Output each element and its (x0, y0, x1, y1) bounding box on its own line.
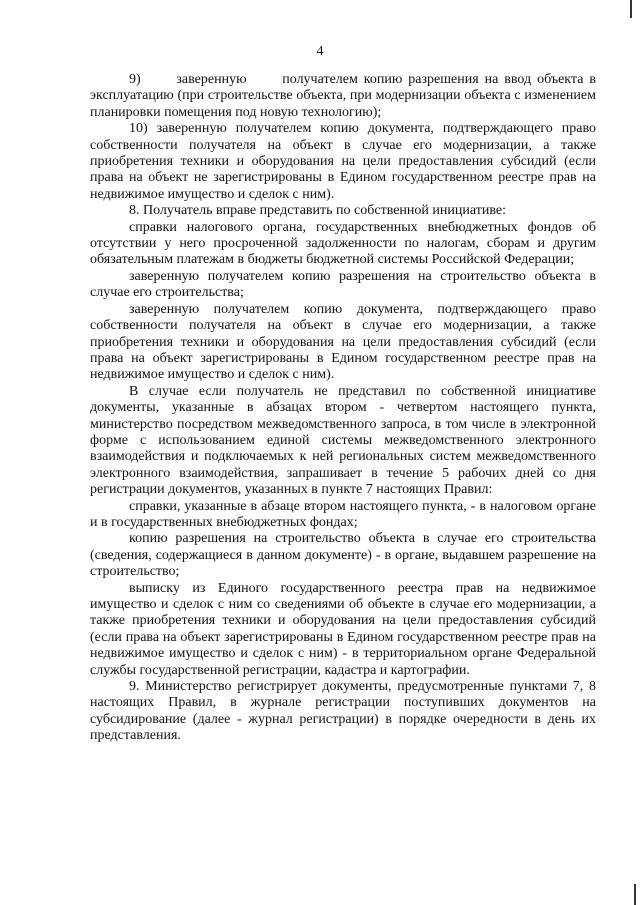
paragraph-tax-certificates: справки налогового органа, государственных внебюджетных фондов об отсутствии у него просроченной задолженности по налогам, сборам и другим обязательным платежам в бюджеты бюджетной системы Российской Федерации; (90, 219, 596, 268)
document-body (90, 72, 600, 745)
paragraph-construction-permit: заверенную получателем копию разрешения на строительство объекта в случае его строительства; (90, 268, 596, 301)
scan-edge-mark-bottom (634, 884, 636, 905)
page-number: 4 (316, 44, 324, 59)
scan-edge-mark-top (630, 0, 632, 18)
paragraph-10: 10) заверенную получателем копию документа, подтверждающего право собственности получателя на объект в случае его модернизации, а также приобретения техники и оборудования на цели предоставления субсидий (если права на объект не зарегистрированы в Едином государственном реестре прав на недвижимое имущество и сделок с ним). (90, 121, 596, 202)
paragraph-tax-authority: справки, указанные в абзаце втором настоящего пункта, - в налоговом органе и в государственных внебюджетных фондах; (90, 498, 596, 530)
paragraph-permit-copy: копию разрешения на строительство объекта в случае его строительства (сведения, содержащиеся в данном документе) - в органе, выдавшем разрешение на строительство; (90, 531, 596, 580)
paragraph-9: 9) заверенную получателем копию разрешения на ввод объекта в эксплуатацию (при строительстве объекта, при модернизации объекта с изменением планировки помещения под новую технологию); (90, 72, 600, 120)
paragraph-8-intro: 8. Получатель вправе представить по собственной инициативе: (129, 203, 506, 219)
paragraph-ownership-document: заверенную получателем копию документа, подтверждающего право собственности получателя на объект в случае его модернизации, а также приобретения техники и оборудования на цели предоставления субсидий (если права на объект зарегистрированы в Едином государственном реестре прав на недвижимое имущество и сделок с ним). (90, 301, 596, 383)
paragraph-registry-extract: выписку из Единого государственного реестра прав на недвижимое имущество и сделок с ним со сведениями об объекте в случае его модернизации, а также приобретения техники и оборудования на цели предоставления субсидий (если права на объект зарегистрированы в Едином государственном реестре прав на недвижимое имущество и сделок с ним) - в территориальном органе Федеральной службы государственной регистрации, кадастра и картографии. (90, 580, 596, 678)
paragraph-interagency-request: В случае если получатель не представил по собственной инициативе документы, указанные в абзацах втором - четвертом настоящего пункта, министерство посредством межведомственного запроса, в том числе в электронной форме с использованием единой системы межведомственного электронного взаимодействия и подключаемых к ней региональных систем межведомственного электронного взаимодействия, запрашивает в течение 5 рабочих дней со дня регистрации документов, указанных в пункте 7 настоящих Правил: (90, 383, 596, 498)
paragraph-9-registration: 9. Министерство регистрирует документы, предусмотренные пунктами 7, 8 настоящих Правил, в журнале регистрации поступивших документов на субсидирование (далее - журнал регистрации) в порядке очередности в день их представления. (90, 679, 596, 744)
